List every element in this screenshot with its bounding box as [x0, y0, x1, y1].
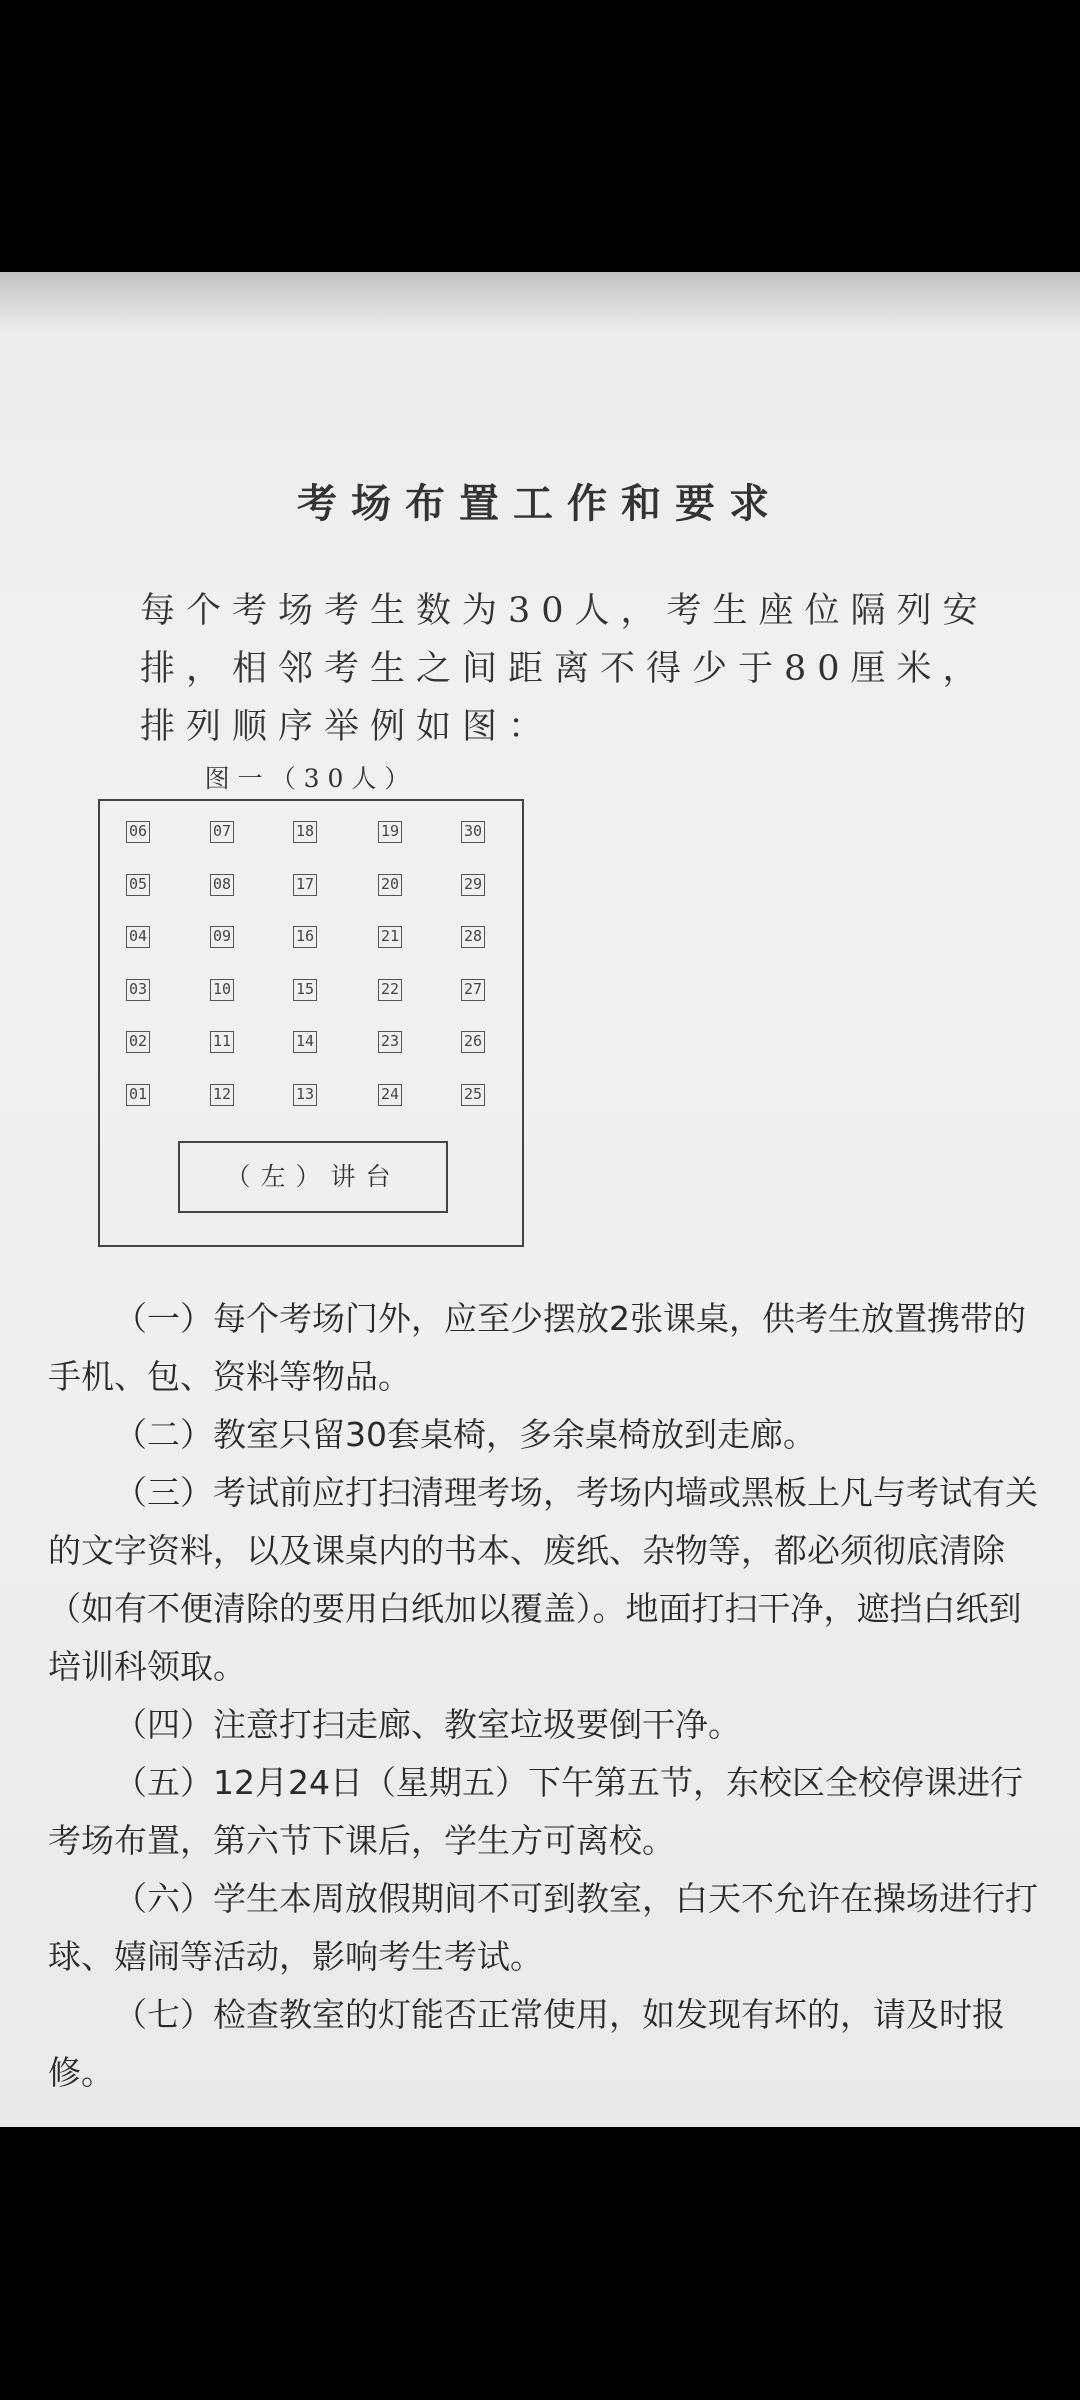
seat-box: 12 [210, 1084, 234, 1106]
seat-box: 29 [461, 874, 485, 896]
seat-box: 30 [461, 821, 485, 843]
intro-paragraph [50, 582, 1030, 756]
seat-box: 23 [378, 1031, 402, 1053]
seat-box: 05 [126, 874, 150, 896]
figure-caption: 图一（30人） [204, 764, 418, 793]
seat-box: 03 [126, 979, 150, 1001]
seat-box: 10 [210, 979, 234, 1001]
seat-box: 25 [461, 1084, 485, 1106]
page-title: 考场布置工作和要求 [297, 480, 783, 527]
seat-box: 21 [378, 926, 402, 948]
rule-item: （一）每个考场门外，应至少摆放2张课桌，供考生放置携带的手机、包、资料等物品。 [48, 1299, 1026, 1396]
seat-box: 17 [293, 874, 317, 896]
seat-box: 20 [378, 874, 402, 896]
seat-box: 18 [293, 821, 317, 843]
seat-box: 26 [461, 1031, 485, 1053]
rule-item: （三）考试前应打扫清理考场，考场内墙或黑板上凡与考试有关的文字资料，以及课桌内的书本、废纸、杂物等，都必须彻底清除（如有不便清除的要用白纸加以覆盖）。地面打扫干净，遮挡白纸到培训科领取。 [48, 1473, 1038, 1686]
seating-diagram [98, 799, 524, 1247]
seat-box: 14 [293, 1031, 317, 1053]
seat-box: 01 [126, 1084, 150, 1106]
rule-item: （二）教室只留30套桌椅，多余桌椅放到走廊。 [114, 1415, 816, 1454]
seat-box: 08 [210, 874, 234, 896]
podium: （左）讲台 [178, 1141, 448, 1213]
seat-box: 11 [210, 1031, 234, 1053]
rule-item: （四）注意打扫走廊、教室垃圾要倒干净。 [114, 1705, 741, 1744]
seat-box: 27 [461, 979, 485, 1001]
seat-box: 16 [293, 926, 317, 948]
seat-box: 24 [378, 1084, 402, 1106]
seat-box: 04 [126, 926, 150, 948]
seat-box: 15 [293, 979, 317, 1001]
rule-item: （五）12月24日（星期五）下午第五节，东校区全校停课进行考场布置，第六节下课后，学生方可离校。 [48, 1763, 1023, 1860]
rule-item: （六）学生本周放假期间不可到教室，白天不允许在操场进行打球、嬉闹等活动，影响考生考试。 [48, 1879, 1038, 1976]
seat-box: 22 [378, 979, 402, 1001]
document-page [0, 272, 1080, 2127]
seat-box: 07 [210, 821, 234, 843]
intro-text: 每个考场考生数为30人，考生座位隔列安排，相邻考生之间距离不得少于80厘米，排列顺序举例如图： [140, 591, 989, 747]
rules-list [48, 1290, 1038, 2102]
seat-box: 28 [461, 926, 485, 948]
seat-box: 09 [210, 926, 234, 948]
seat-box: 06 [126, 821, 150, 843]
seat-box: 13 [293, 1084, 317, 1106]
rule-item: （七）检查教室的灯能否正常使用，如发现有坏的，请及时报修。 [48, 1995, 1005, 2092]
seat-box: 02 [126, 1031, 150, 1053]
seat-box: 19 [378, 821, 402, 843]
